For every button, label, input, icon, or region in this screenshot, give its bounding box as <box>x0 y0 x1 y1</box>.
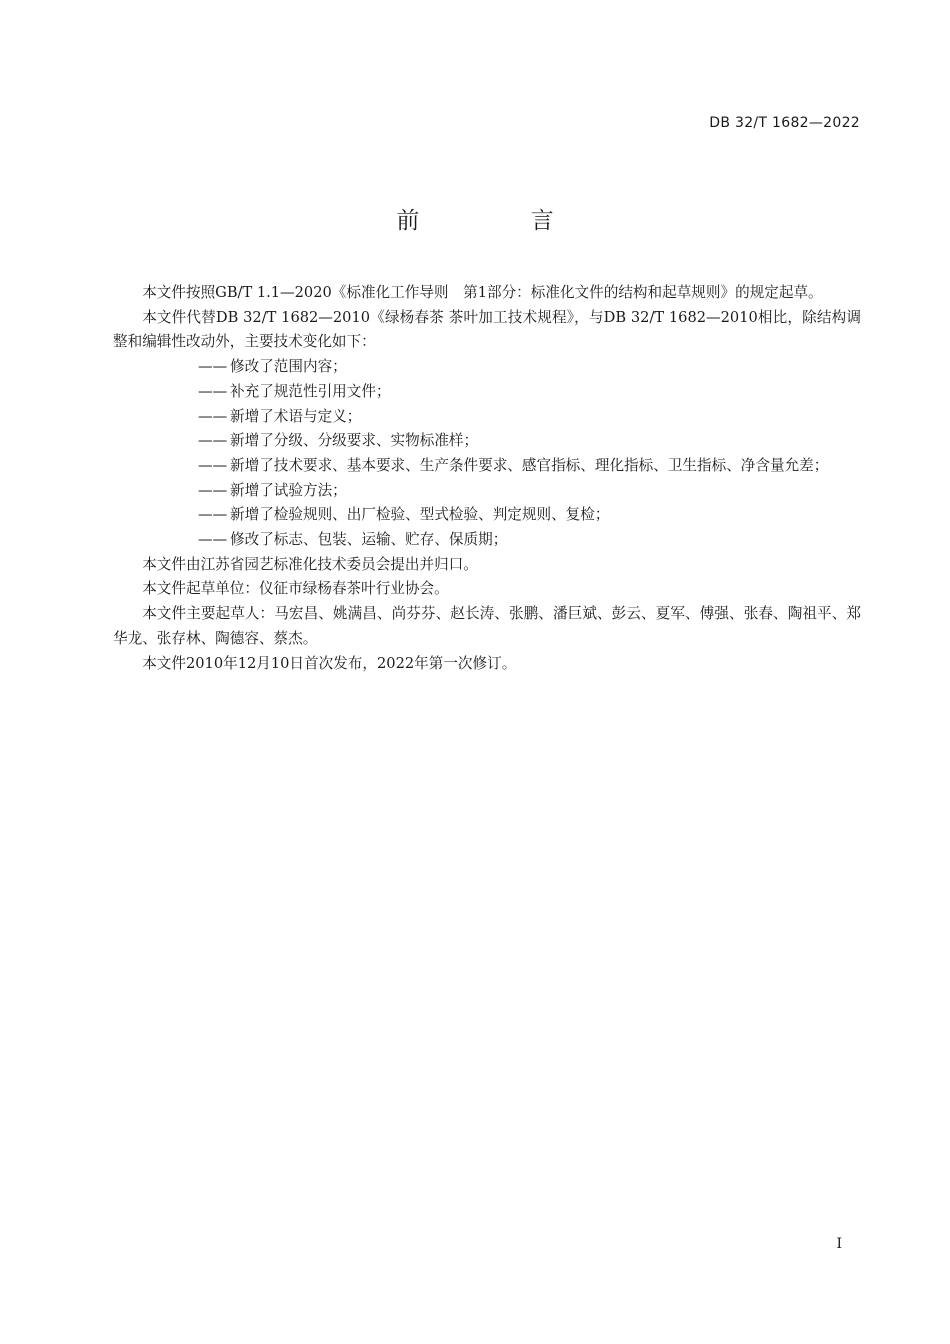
dash-marker: —— <box>198 531 228 549</box>
paragraph-drafters: 本文件主要起草人：马宏昌、姚满昌、尚芬芬、赵长涛、张鹏、潘巨斌、彭云、夏军、傅强、张春、陶祖平、郑华龙、张存林、陶德容、蔡杰。 <box>113 605 861 647</box>
page-title: 前 言 <box>396 208 606 234</box>
foreword-body <box>113 281 861 676</box>
paragraph-drafting-unit: 本文件起草单位：仪征市绿杨春茶叶行业协会。 <box>142 580 449 598</box>
dash-marker: —— <box>198 432 228 450</box>
list-item: —— 新增了技术要求、基本要求、生产条件要求、感官指标、理化指标、卫生指标、净含量允差； <box>113 454 861 479</box>
standard-code: DB 32/T 1682—2022 <box>709 115 860 131</box>
paragraph-proposer: 本文件由江苏省园艺标准化技术委员会提出并归口。 <box>142 555 478 573</box>
page-number: I <box>836 1236 842 1252</box>
list-item: —— 新增了试验方法； <box>113 479 861 504</box>
changes-list <box>113 355 861 553</box>
dash-marker: —— <box>198 358 228 376</box>
paragraph-replacement: 本文件代替DB 32/T 1682—2010《绿杨春茶 茶叶加工技术规程》，与DB 32/T 1682—2010相比，除结构调整和编辑性改动外，主要技术变化如下： <box>113 308 861 351</box>
list-item: —— 新增了分级、分级要求、实物标准样； <box>113 429 861 454</box>
dash-marker: —— <box>198 382 228 400</box>
paragraph-drafting-rules: 本文件按照GB/T 1.1—2020《标准化工作导则 第1部分：标准化文件的结构和起草规则》的规定起草。 <box>142 284 823 301</box>
list-item: —— 修改了标志、包装、运输、贮存、保质期； <box>113 528 861 553</box>
paragraph-history: 本文件2010年12月10日首次发布，2022年第一次修订。 <box>142 654 517 672</box>
dash-marker: —— <box>198 506 228 524</box>
dash-marker: —— <box>198 407 228 425</box>
dash-marker: —— <box>198 481 228 499</box>
list-item: —— 修改了范围内容； <box>113 355 861 380</box>
list-item: —— 新增了术语与定义； <box>113 405 861 430</box>
dash-marker: —— <box>198 456 228 474</box>
list-item: —— 新增了检验规则、出厂检验、型式检验、判定规则、复检； <box>113 503 861 528</box>
list-item: —— 补充了规范性引用文件； <box>113 380 861 405</box>
